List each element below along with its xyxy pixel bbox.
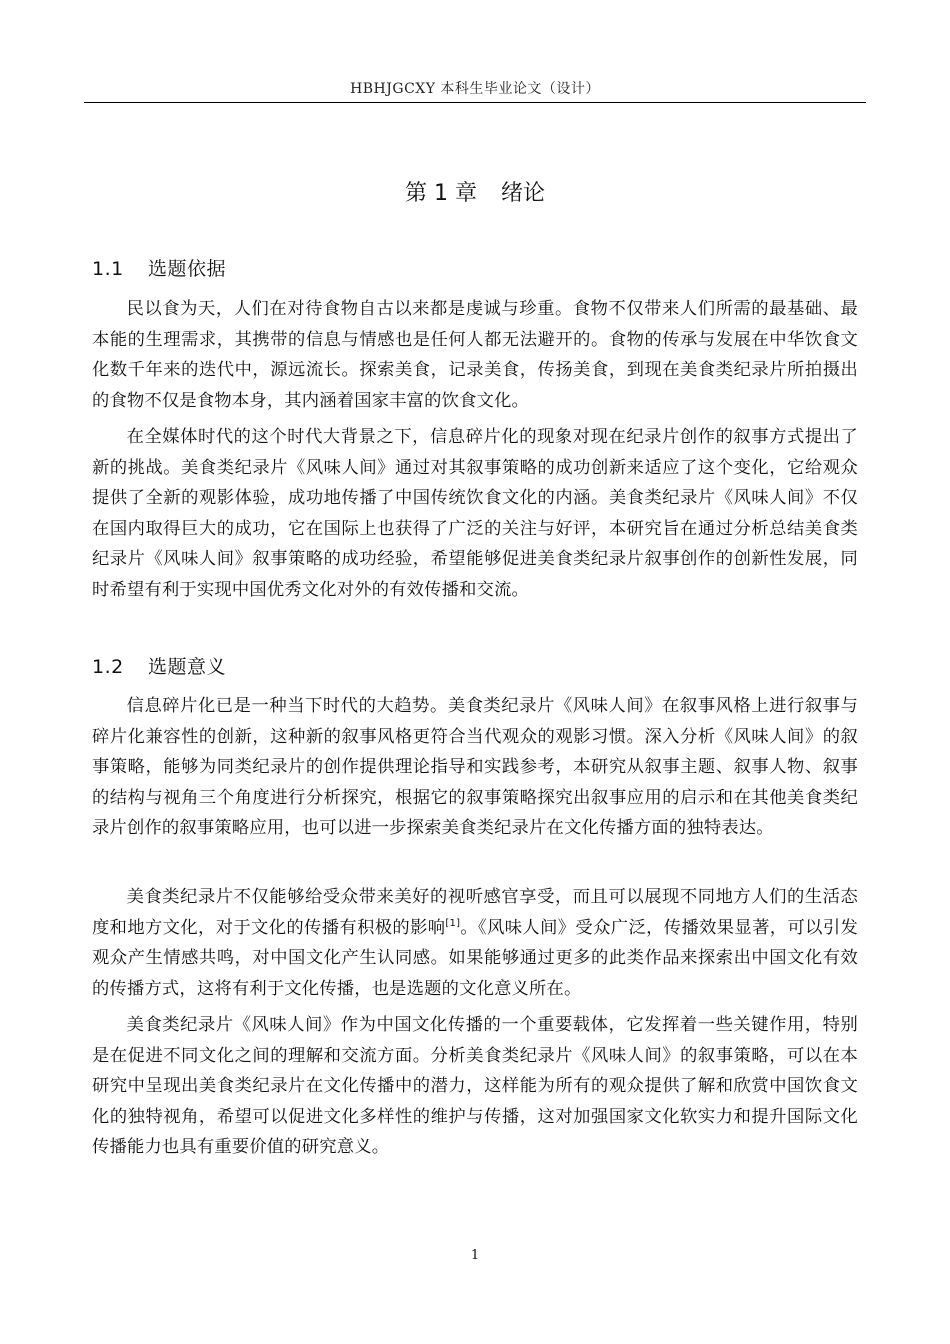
paragraph-1-1-b: 在全媒体时代的这个时代大背景之下，信息碎片化的现象对现在纪录片创作的叙事方式提出了新的挑战。美食类纪录片《风味人间》通过对其叙事策略的成功创新来适应了这个变化，它给观众提供了全新的观影体验，成功地传播了中国传统饮食文化的内涵。美食类纪录片《风味人间》不仅在国内取得巨大的成功，它在国际上也获得了广泛的关注与好评，本研究旨在通过分析总结美食类纪录片《风味人间》叙事策略的成功经验，希望能够促进美食类纪录片叙事创作的创新性发展，同时希望有利于实现中国优秀文化对外的有效传播和交流。 [92, 427, 858, 600]
section-heading-1-1 [92, 254, 226, 281]
section-title: 选题依据 [148, 258, 227, 280]
chapter-name: 绪论 [500, 181, 545, 206]
paragraph-1-2-b [92, 882, 858, 1004]
paragraph-1-1-a: 民以食为天，人们在对待食物自古以来都是虔诚与珍重。食物不仅带来人们所需的最基础、最本能的生理需求，其携带的信息与情感也是任何人都无法避开的。食物的传承与发展在中华饮食文化数千年来的迭代中，源远流长。探索美食，记录美食，传扬美食，到现在美食类纪录片所拍摄出的食物不仅是食物本身，其内涵着国家丰富的饮食文化。 [92, 299, 858, 411]
header-title: HBHJGCXY 本科生毕业论文（设计） [350, 81, 600, 97]
chapter-number: 第 1 章 [405, 181, 477, 206]
section-number: 1.2 [92, 656, 124, 678]
paragraph-text: 。《风味人间》受众广泛，传播效果显著，可以引发观众产生情感共鸣，对中国文化产生认同感。如果能够通过更多的此类作品来探索出中国文化有效的传播方式，这将有利于文化传播，也是选题的文化意义所在。 [92, 917, 858, 999]
section-heading-1-2 [92, 652, 226, 679]
paragraph-text: 美食类纪录片不仅能够给受众带来美好的视听感官享受，而且可以展现不同地方人们的生活态度和地方文化，对于文化的传播有积极的影响 [92, 887, 858, 938]
paragraph-1-2-a: 信息碎片化已是一种当下时代的大趋势。美食类纪录片《风味人间》在叙事风格上进行叙事与碎片化兼容性的创新，这种新的叙事风格更符合当代观众的观影习惯。深入分析《风味人间》的叙事策略，能够为同类纪录片的创作提供理论指导和实践参考，本研究从叙事主题、叙事人物、叙事的结构与视角三个角度进行分析探究，根据它的叙事策略探究出叙事应用的启示和在其他美食类纪录片创作的叙事策略应用，也可以进一步探索美食类纪录片在文化传播方面的独特表达。 [92, 696, 858, 839]
section-number: 1.1 [92, 258, 124, 280]
paragraph-1-2-c: 美食类纪录片《风味人间》作为中国文化传播的一个重要载体，它发挥着一些关键作用，特别是在促进不同文化之间的理解和交流方面。分析美食类纪录片《风味人间》的叙事策略，可以在本研究中呈现出美食类纪录片在文化传播中的潜力，这样能为所有的观众提供了解和欣赏中国饮食文化的独特视角，希望可以促进文化多样性的维护与传播，这对加强国家文化软实力和提升国际文化传播能力也具有重要价值的研究意义。 [92, 1015, 858, 1158]
section-title: 选题意义 [148, 656, 227, 678]
chapter-title [0, 176, 950, 207]
header-divider [84, 102, 866, 103]
page-number: 1 [470, 1248, 480, 1263]
citation-reference[interactable]: [1] [445, 917, 461, 929]
